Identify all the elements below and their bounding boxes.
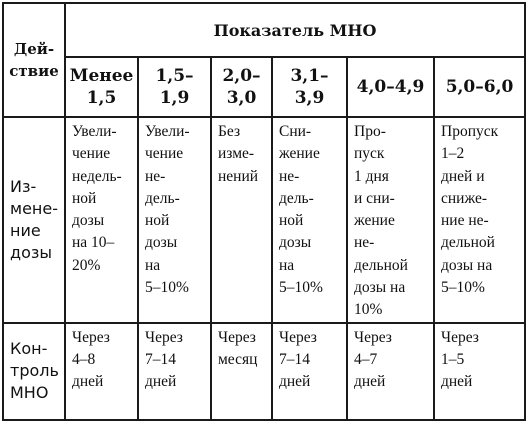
table-cell: Без изме- нений <box>211 117 272 323</box>
table-cell: Пропуск 1–2 дней и сниже- ние не- дельной дозы на 5–10% <box>434 117 525 323</box>
row-label-inr-control: Кон- троль МНО <box>3 323 65 420</box>
table-cell: Через месяц <box>211 323 272 420</box>
inr-range-header: 3,1– 3,9 <box>272 57 347 117</box>
row-label-dose-change: Из- мене- ние дозы <box>3 117 65 323</box>
inr-dosing-table <box>2 2 526 421</box>
table-row-dose-change <box>3 117 525 323</box>
table-row-inr-control <box>3 323 525 420</box>
inr-group-header: Показатель МНО <box>65 3 525 57</box>
inr-range-header: Менее 1,5 <box>65 57 138 117</box>
inr-range-header: 2,0– 3,0 <box>211 57 272 117</box>
table-cell: Через 4–7 дней <box>347 323 434 420</box>
table-cell: Через 4–8 дней <box>65 323 138 420</box>
table-cell: Через 7–14 дней <box>138 323 211 420</box>
table-cell: Увели- чение не- дель- ной дозы на 5–10% <box>138 117 211 323</box>
table-cell: Через 7–14 дней <box>272 323 347 420</box>
inr-range-header: 1,5– 1,9 <box>138 57 211 117</box>
action-header: Дей- ствие <box>3 3 65 117</box>
table-cell: Увели- чение недель- ной дозы на 10– 20% <box>65 117 138 323</box>
table-cell: Про- пуск 1 дня и сни- жение не- дельной дозы на 10% <box>347 117 434 323</box>
inr-range-header: 4,0–4,9 <box>347 57 434 117</box>
table-cell: Сни- жение не- дель- ной дозы на 5–10% <box>272 117 347 323</box>
table-cell: Через 1–5 дней <box>434 323 525 420</box>
inr-dosing-table-wrapper <box>2 2 526 421</box>
inr-range-header: 5,0–6,0 <box>434 57 525 117</box>
